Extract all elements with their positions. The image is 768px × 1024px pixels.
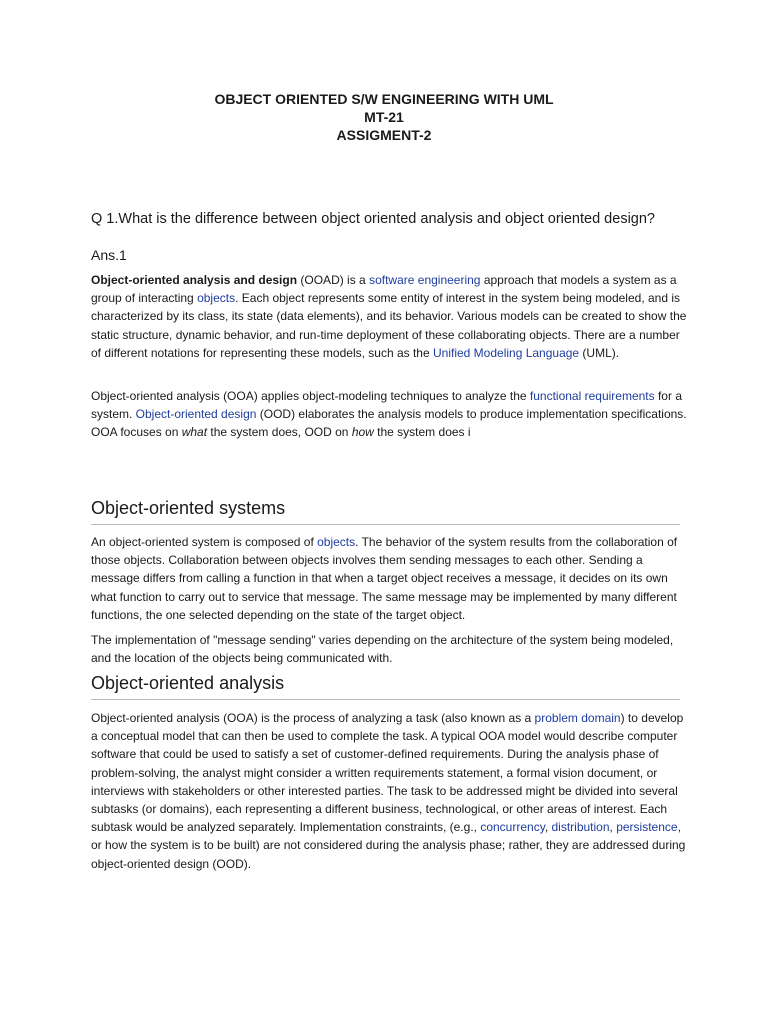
link-persistence[interactable]: persistence bbox=[616, 820, 678, 835]
text: Object-oriented analysis (OOA) applies object-modeling techniques to analyze the bbox=[91, 389, 530, 403]
text: (UML). bbox=[579, 345, 620, 360]
text: , or how the system is to be built) are not considered during the analysis phase; rather, they are addressed during object-oriented design (OOD). bbox=[91, 820, 686, 871]
link-distribution[interactable]: distribution bbox=[551, 820, 610, 835]
text: for a system. bbox=[91, 389, 682, 422]
text: , bbox=[544, 820, 552, 835]
paragraph-ooa-ood bbox=[91, 387, 691, 442]
course-code: MT-21 bbox=[364, 109, 404, 125]
text: , bbox=[609, 820, 617, 835]
emphasis-how: how bbox=[351, 425, 374, 440]
heading-object-oriented-systems: Object-oriented systems bbox=[91, 496, 680, 525]
link-uml[interactable]: Unified Modeling Language bbox=[432, 345, 580, 360]
text: An object-oriented system is composed of bbox=[91, 535, 318, 549]
text: ) to develop a conceptual model that can then be used to complete the task. A typical OOA model would describe computer software that could be used to satisfy a set of customer-defined requirements. During the analysis phase of problem-solving, the analyst might consider a written requirements statement, a formal vision document, or interviews with stakeholders or other interested parties. The task to be addressed might be divided into several subtasks (or domains), each representing a different business, technological, or other areas of interest. Each subtask would be analyzed separately. Implementation constraints, (e.g., bbox=[91, 711, 684, 835]
text: approach that models a system as a group of interacting bbox=[91, 273, 677, 306]
link-concurrency[interactable]: concurrency bbox=[480, 820, 545, 835]
paragraph-ooa bbox=[91, 709, 691, 873]
heading-object-oriented-analysis: Object-oriented analysis bbox=[91, 671, 680, 700]
text: the system does, OOD on bbox=[207, 425, 352, 440]
assignment-label: ASSIGMENT-2 bbox=[336, 127, 432, 143]
link-functional-requirements[interactable]: functional requirements bbox=[529, 389, 655, 403]
text: . The behavior of the system results from the collaboration of those objects. Collaboration between objects involves them sending messages to each other. Sending a message differs from calling a function in that when a target object receives a message, it decides on its own what function to carry out to service that message. The same message may be implemented by many different functions, the one selected depending on the state of the target object. bbox=[91, 535, 678, 622]
question-1: Q 1.What is the difference between object oriented analysis and object oriented design? bbox=[91, 211, 655, 227]
text: (OOAD) is a bbox=[297, 273, 370, 287]
text: Object-oriented analysis (OOA) is the process of analyzing a task (also known as a bbox=[91, 711, 535, 725]
text: . Each object represents some entity of interest in the system being modeled, and is characterized by its class, its state (data elements), and its behavior. Various models can be created to show the static structure, dynamic behavior, and run-time deployment of these collaborating objects. There are a number of different notations for representing these models, such as the bbox=[91, 291, 687, 360]
ooad-term: Object-oriented analysis and design bbox=[91, 273, 298, 287]
link-problem-domain[interactable]: problem domain bbox=[534, 711, 621, 725]
link-objects[interactable]: objects bbox=[197, 291, 236, 306]
paragraph-message-sending: The implementation of "message sending" varies depending on the architecture of the system being modeled, and the location of the objects being communicated with. bbox=[91, 633, 674, 666]
paragraph-oo-systems bbox=[91, 533, 691, 624]
link-software-engineering[interactable]: software engineering bbox=[369, 273, 481, 287]
link-objects[interactable]: objects bbox=[317, 535, 356, 549]
text: the system does i bbox=[373, 425, 471, 440]
document-title: OBJECT ORIENTED S/W ENGINEERING WITH UML bbox=[214, 91, 554, 107]
emphasis-what: what bbox=[181, 425, 208, 440]
paragraph-ooad bbox=[91, 271, 691, 362]
answer-label: Ans.1 bbox=[91, 247, 127, 263]
text: (OOD) elaborates the analysis models to produce implementation specifications. OOA focuses on bbox=[91, 407, 687, 440]
link-object-oriented-design[interactable]: Object-oriented design bbox=[135, 407, 257, 422]
